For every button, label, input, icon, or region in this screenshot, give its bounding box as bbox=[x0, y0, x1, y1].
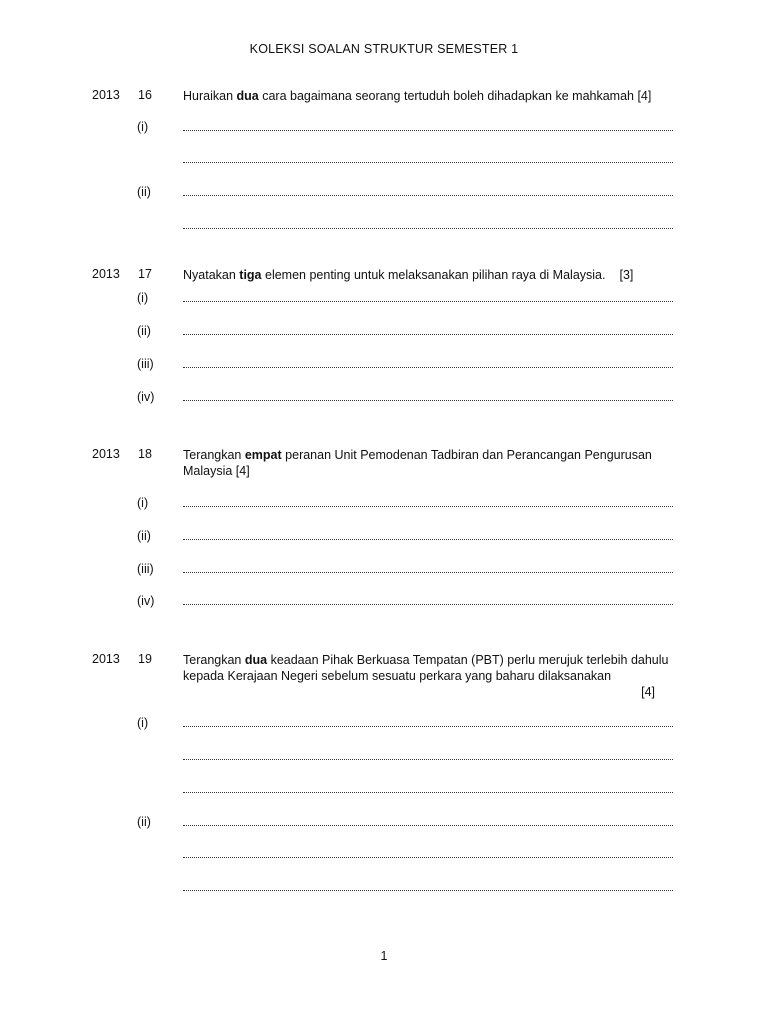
question-text: Terangkan empat peranan Unit Pemodenan Tadbiran dan Perancangan Pengurusan Malaysia [4] bbox=[183, 448, 652, 478]
sub-label: (i) bbox=[137, 291, 149, 305]
answer-line[interactable] bbox=[0, 880, 768, 896]
answer-line[interactable] bbox=[0, 749, 768, 765]
sub-label: (ii) bbox=[137, 815, 151, 829]
answer-line[interactable] bbox=[0, 562, 768, 578]
question-keyword: empat bbox=[244, 448, 282, 462]
question-number: 17 bbox=[138, 267, 152, 281]
sub-label: (iv) bbox=[137, 390, 155, 404]
answer-line[interactable] bbox=[0, 218, 768, 234]
sub-label: (i) bbox=[137, 496, 149, 510]
sub-label: (ii) bbox=[137, 324, 151, 338]
question-number: 18 bbox=[138, 447, 152, 461]
answer-line[interactable] bbox=[0, 357, 768, 373]
question-text: Huraikan dua cara bagaimana seorang tertuduh boleh dihadapkan ke mahkamah [4] bbox=[183, 89, 652, 103]
page-title: KOLEKSI SOALAN STRUKTUR SEMESTER 1 bbox=[249, 42, 519, 56]
answer-line[interactable] bbox=[0, 529, 768, 545]
answer-line[interactable] bbox=[0, 782, 768, 798]
sub-label: (i) bbox=[137, 716, 149, 730]
question-year: 2013 bbox=[92, 447, 120, 461]
question-keyword: dua bbox=[244, 653, 268, 667]
question-year: 2013 bbox=[92, 267, 120, 281]
sub-label: (iii) bbox=[137, 357, 154, 371]
answer-line[interactable] bbox=[0, 847, 768, 863]
answer-line[interactable] bbox=[0, 152, 768, 168]
answer-line[interactable] bbox=[0, 815, 768, 831]
answer-line[interactable] bbox=[0, 496, 768, 512]
answer-line[interactable] bbox=[0, 716, 768, 732]
answer-line[interactable] bbox=[0, 185, 768, 201]
sub-label: (iii) bbox=[137, 562, 154, 576]
page-number: 1 bbox=[380, 949, 388, 963]
question-year: 2013 bbox=[92, 652, 120, 666]
question-year: 2013 bbox=[92, 88, 120, 102]
sub-label: (iv) bbox=[137, 594, 155, 608]
question-keyword: dua bbox=[236, 89, 259, 103]
answer-line[interactable] bbox=[0, 324, 768, 340]
question-number: 19 bbox=[138, 652, 152, 666]
answer-line[interactable] bbox=[0, 594, 768, 610]
question-number: 16 bbox=[138, 88, 152, 102]
sub-label: (ii) bbox=[137, 185, 151, 199]
question-text: Terangkan dua keadaan Pihak Berkuasa Tempatan (PBT) perlu merujuk terlebih dahulu kepada Kerajaan Negeri sebelum sesuatu perkara yang baharu dilaksanakan [4] bbox=[183, 652, 673, 700]
question-keyword: tiga bbox=[239, 268, 262, 282]
answer-line[interactable] bbox=[0, 120, 768, 136]
mark-allocation: [4] bbox=[641, 685, 655, 699]
sub-label: (i) bbox=[137, 120, 149, 134]
answer-line[interactable] bbox=[0, 291, 768, 307]
mark-allocation: [3] bbox=[619, 268, 634, 282]
answer-line[interactable] bbox=[0, 390, 768, 406]
question-text: Nyatakan tiga elemen penting untuk melaksanakan pilihan raya di Malaysia. [3] bbox=[183, 268, 634, 282]
sub-label: (ii) bbox=[137, 529, 151, 543]
